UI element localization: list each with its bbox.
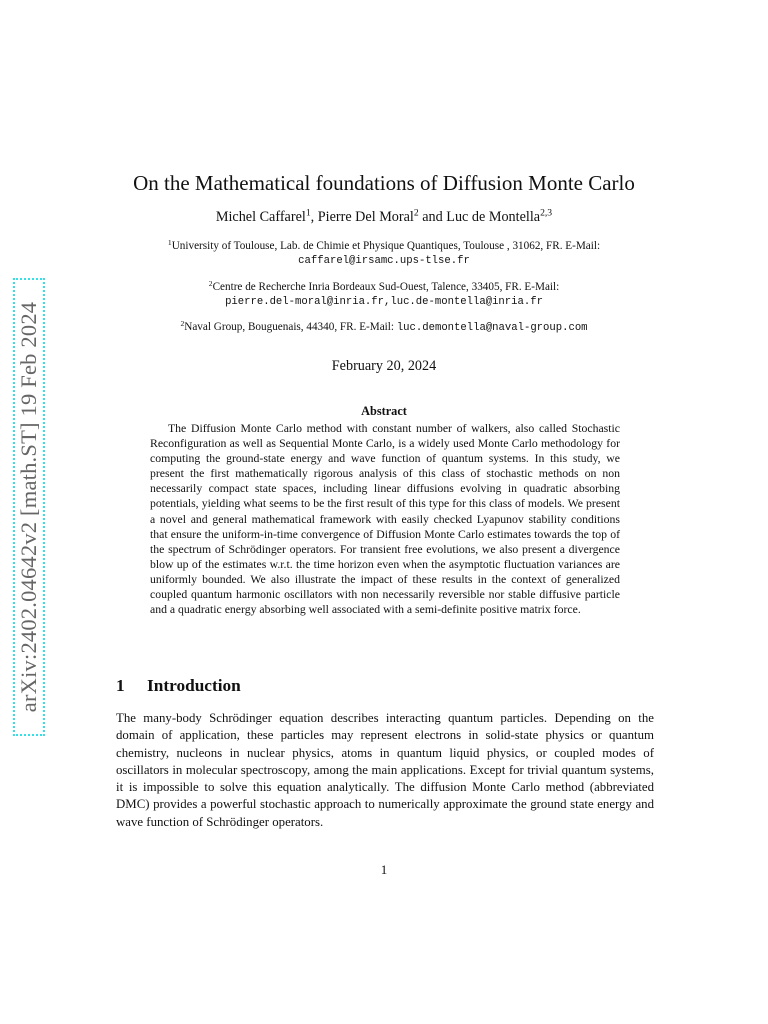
section-number: 1: [116, 676, 125, 695]
abstract-body: The Diffusion Monte Carlo method with constant number of walkers, also called Stochastic Reconfiguration as well as Sequential Monte Carlo, is a widely used Monte Carlo methodology for computing the ground-state energy and wave function of quantum systems. In this study, we present the first mathematically rigorous analysis of this class of stochastic methods on non necessarily compact state spaces, including linear diffusions evolving in quadratic absorbing potentials, yielding what seems to be the first result of this type for this class of models. We present a novel and general mathematical framework with easily checked Lyapunov stability conditions that ensure the uniform-in-time convergence of Diffusion Monte Carlo estimates towards the top of the spectrum of Schrödinger operators. For transient free evolutions, we also present a divergence blow up of the estimates w.r.t. the time horizon even when the asymptotic fluctuation variances are uniformly bounded. We also illustrate the impact of these results in the context of generalized coupled quantum harmonic oscillators with non necessarily reversible nor stable diffusive particle and a quadratic energy absorbing well associated with a semi-definite positive matrix force.: [150, 422, 620, 617]
author-separator: and: [418, 209, 447, 225]
affiliation-email: pierre.del-moral@inria.fr,luc.de-montella@inria.fr: [225, 296, 543, 308]
affiliation-text: Centre de Recherche Inria Bordeaux Sud-Ouest, Talence, 33405, FR. E-Mail:: [212, 281, 560, 293]
section-heading: [116, 676, 241, 696]
affiliation-marker: 2: [208, 278, 213, 288]
affiliation-marker: 2: [180, 318, 185, 328]
author-separator: ,: [310, 209, 318, 225]
paper-title: On the Mathematical foundations of Diffusion Monte Carlo: [133, 171, 635, 195]
author-affiliation-marker: 2: [413, 207, 419, 219]
affiliation-marker: 1: [167, 237, 172, 247]
introduction-paragraph: The many-body Schrödinger equation describes interacting quantum particles. Depending on the domain of application, these particles may represent electrons in solid-state physics or quantum chemistry, nucleons in nuclear physics, atoms in quantum liquid physics, or coupled modes of oscillators in molecular spectroscopy, among the main applications. Except for trivial quantum systems, it is impossible to solve this equation analytically. The diffusion Monte Carlo method (abbreviated DMC) provides a powerful stochastic approach to numerically approximate the ground state energy and wave function of Schrödinger operators.: [116, 711, 654, 829]
affiliation-3: [0, 320, 768, 336]
author-affiliation-marker: 1: [305, 207, 311, 219]
publication-date: February 20, 2024: [331, 358, 437, 374]
section-title: Introduction: [147, 676, 241, 695]
affiliation-email: luc.demontella@naval-group.com: [396, 322, 588, 334]
abstract-heading: Abstract: [361, 404, 407, 418]
author-list: [0, 209, 768, 226]
affiliation-2: [0, 280, 768, 310]
affiliation-text: University of Toulouse, Lab. de Chimie et Physique Quantiques, Toulouse , 31062, FR. E-Mail:: [171, 240, 601, 252]
affiliation-email: caffarel@irsamc.ups-tlse.fr: [298, 255, 470, 267]
author-affiliation-marker: 2,3: [540, 207, 553, 219]
author-name: Pierre Del Moral: [317, 209, 414, 225]
affiliation-1: [0, 239, 768, 269]
affiliation-text: Naval Group, Bouguenais, 44340, FR. E-Mail:: [184, 321, 397, 333]
author-name: Luc de Montella: [446, 209, 541, 225]
arxiv-identifier-stamp: [13, 278, 45, 736]
arxiv-identifier-text: arXiv:2402.04642v2 [math.ST] 19 Feb 2024: [16, 301, 41, 713]
author-name: Michel Caffarel: [215, 209, 306, 225]
page-number: 1: [380, 862, 388, 877]
